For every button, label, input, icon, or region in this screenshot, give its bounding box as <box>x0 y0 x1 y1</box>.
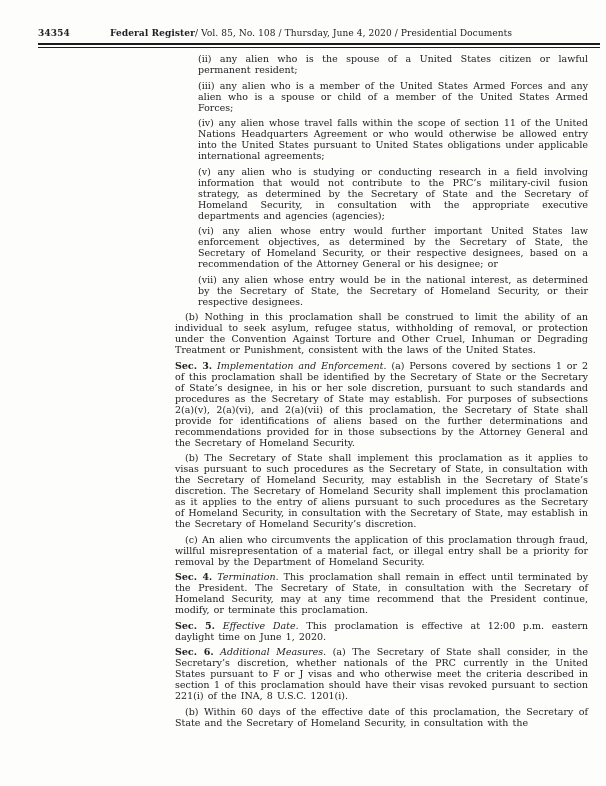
section-paragraph <box>175 647 588 702</box>
section-title: Termination. <box>217 572 279 583</box>
section-title: Effective Date. <box>222 620 299 632</box>
section-label: Sec. 6. <box>175 647 214 658</box>
section-label: Sec. 4. <box>175 572 213 583</box>
body-paragraph: (b) Within 60 days of the effective date of this proclamation, the Secretary of State and the Secretary of Homeland Security, in consultation with the <box>175 706 588 729</box>
section-label: Sec. 3. <box>175 360 213 372</box>
body-paragraph: (b) Nothing in this proclamation shall be construed to limit the ability of an individual to seek asylum, refugee status, withholding of removal, or protection under the Convention Against Torture and Other Cruel, Inhuman or Degrading Treatment or Punishment, consistent with the laws of the United States. <box>175 312 588 356</box>
section-paragraph <box>175 361 588 449</box>
body-paragraph: (vii) any alien whose entry would be in the national interest, as determined by the Secretary of State, the Secretary of Homeland Security, or their respective designees. <box>198 274 588 308</box>
body-paragraph: (vi) any alien whose entry would further important United States law enforcement objectives, as determined by the Secretary of State, the Secretary of Homeland Security, or their respective designees, based on a recommendation of the Attorney General or his designee; or <box>198 226 588 270</box>
section-text: (a) Persons covered by sections 1 or 2 of this proclamation shall be identified by the Secretary of State or the Secretary of State’s designee, in his or her sole discretion, pursuant to such standards and procedures as the Secretary of State may establish. For purposes of subsections 2(a)(v), 2(a)(vi), and 2(a)(vii) of this proclamation, the Secretary of State shall provide for identifications of aliens based on the further determinations and recommendations provided for in those subsections by the Attorney General and the Secretary of Homeland Security. <box>175 360 588 449</box>
page-number: 34354 <box>38 29 70 39</box>
body-paragraph: (c) An alien who circumvents the application of this proclamation through fraud, willful misrepresentation of a material fact, or illegal entry shall be a priority for removal by the Department of Homeland Security. <box>175 534 588 568</box>
running-head-title <box>110 29 512 40</box>
section-text: (a) The Secretary of State shall consider, in the Secretary’s discretion, whether nationals of the PRC currently in the United States pursuant to F or J visas and who otherwise meet the criteria described in section 1 of this proclamation should have their visas revoked pursuant to section 221(i) of the INA, 8 U.S.C. 1201(i). <box>175 647 589 702</box>
body-paragraph: (iv) any alien whose travel falls within the scope of section 11 of the United Nations Headquarters Agreement or who would otherwise be allowed entry into the United States pursuant to United States obligations under applicable international agreements; <box>198 118 588 162</box>
section-text: This proclamation is effective at 12:00 p.m. eastern daylight time on June 1, 2020. <box>175 620 588 643</box>
document-body <box>0 48 606 729</box>
body-paragraph: (ii) any alien who is the spouse of a United States citizen or lawful permanent resident; <box>198 54 588 76</box>
section-text: This proclamation shall remain in effect until terminated by the President. The Secretary of State, in consultation with the Secretary of Homeland Security, may at any time recommend that the President continue, modify, or terminate this proclamation. <box>175 572 589 616</box>
section-paragraph <box>175 621 588 643</box>
section-title: Additional Measures. <box>220 647 327 658</box>
section-title: Implementation and Enforcement. <box>217 360 387 372</box>
section-paragraph <box>175 572 588 616</box>
running-head <box>0 0 606 40</box>
volume-citation: / Vol. 85, No. 108 / Thursday, June 4, 2020 / Presidential Documents <box>194 29 513 39</box>
body-paragraph: (iii) any alien who is a member of the United States Armed Forces and any alien who is a spouse or child of a member of the United States Armed Forces; <box>198 80 588 114</box>
journal-name: Federal Register <box>110 29 195 39</box>
body-paragraph: (v) any alien who is studying or conducting research in a field involving information that would not contribute to the PRC’s military-civil fusion strategy, as determined by the Secretary of State and the Secretary of Homeland Security, in consultation with the appropriate executive departments and agencies (agencies); <box>198 166 588 222</box>
body-paragraph: (b) The Secretary of State shall implement this proclamation as it applies to visas pursuant to such procedures as the Secretary of State, in consultation with the Secretary of Homeland Security, may establish in the Secretary of State’s discretion. The Secretary of Homeland Security shall implement this proclamation as it applies to the entry of aliens pursuant to such procedures as the Secretary of Homeland Security, in consultation with the Secretary of State, may establish in the Secretary of Homeland Security’s discretion. <box>175 453 588 530</box>
section-label: Sec. 5. <box>175 620 215 632</box>
